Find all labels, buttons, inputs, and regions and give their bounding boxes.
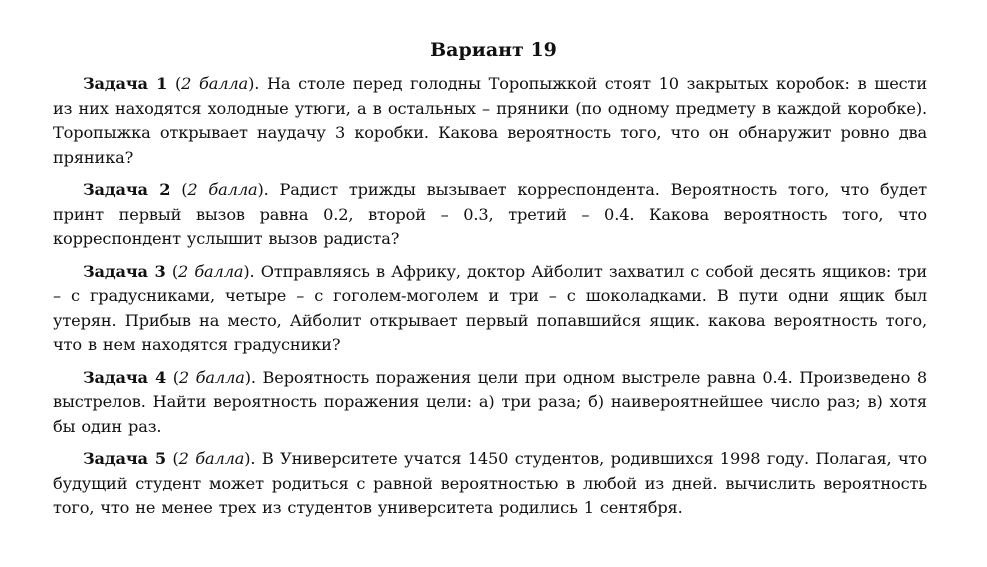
variant-title: Вариант 19 [430, 39, 557, 61]
problem-points: 2 балла [178, 449, 245, 468]
problem-label: Задача 1 [83, 74, 168, 93]
problem-4: Задача 4 (2 балла). Вероятность поражения цели при одном выстреле равна 0.4. Произведено 8 выстрелов. Найти вероятность поражения цели: а) три раза; б) наивероятнейшее число раз; в) хотя бы один раз. [53, 367, 927, 436]
problem-label: Задача 5 [83, 449, 166, 468]
problem-text: В Университете учатся 1450 студентов, родившихся 1998 году. Полагая, что будущий студент может родиться с равной вероятностью в любой из дней. вычислить вероятность того, что не менее трех из студентов университета родились 1 сентября. [53, 449, 927, 517]
problem-5: Задача 5 (2 балла). В Университете учатся 1450 студентов, родившихся 1998 году. Полагая, что будущий студент может родиться с равной вероятностью в любой из дней. вычислить вероятность того, что не менее трех из студентов университета родились 1 сентября. [53, 449, 927, 517]
problem-3: Задача 3 (2 балла). Отправляясь в Африку, доктор Айболит захватил с собой десять ящиков: три – с градусниками, четыре – с гоголем-моголем и три – с шоколадками. В пути одни ящик был утерян. Прибыв на место, Айболит открывает первый попавшийся ящик. какова вероятность того, что в нем находятся градусники? [53, 261, 927, 354]
problem-text: Отправляясь в Африку, доктор Айболит захватил с собой десять ящиков: три – с градусниками, четыре – с гоголем-моголем и три – с шоколадками. В пути одни ящик был утерян. Прибыв на место, Айболит открывает первый попавшийся ящик. какова вероятность того, что в нем находятся градусники? [53, 261, 927, 354]
problem-1: Задача 1 (2 балла). На столе перед голодны Торопыжкой стоят 10 закрытых коробок: в шести из них находятся холодные утюги, а в остальных – пряники (по одному предмету в каждой коробке). Торопыжка открывает наудачу 3 коробки. Какова вероятность того, что он обнаружит ровно два пряника? [53, 74, 927, 167]
problem-2: Задача 2 (2 балла). Радист трижды вызывает корреспондента. Вероятность того, что будет принт первый вызов равна 0.2, второй – 0.3, третий – 0.4. Какова вероятность того, что корреспондент услышит вызов радиста? [53, 180, 927, 248]
problem-points: 2 балла [187, 180, 258, 199]
problem-label: Задача 3 [83, 261, 166, 281]
problem-text: Радист трижды вызывает корреспондента. Вероятность того, что будет принт первый вызов равна 0.2, второй – 0.3, третий – 0.4. Какова вероятность того, что корреспондент услышит вызов радиста? [53, 180, 927, 248]
problem-text: Вероятность поражения цели при одном выстреле равна 0.4. Произведено 8 выстрелов. Найти вероятность поражения цели: а) три раза; б) наивероятнейшее число раз; в) хотя бы один раз. [53, 367, 927, 436]
problem-label: Задача 2 [83, 180, 171, 199]
problem-list [53, 72, 927, 529]
problem-label: Задача 4 [83, 367, 167, 387]
problem-points: 2 балла [178, 261, 244, 281]
problem-points: 2 балла [181, 74, 249, 93]
problem-points: 2 балла [178, 367, 245, 387]
problem-text: На столе перед голодны Торопыжкой стоят 10 закрытых коробок: в шести из них находятся холодные утюги, а в остальных – пряники (по одному предмету в каждой коробке). Торопыжка открывает наудачу 3 коробки. Какова вероятность того, что он обнаружит ровно два пряника? [53, 74, 927, 167]
